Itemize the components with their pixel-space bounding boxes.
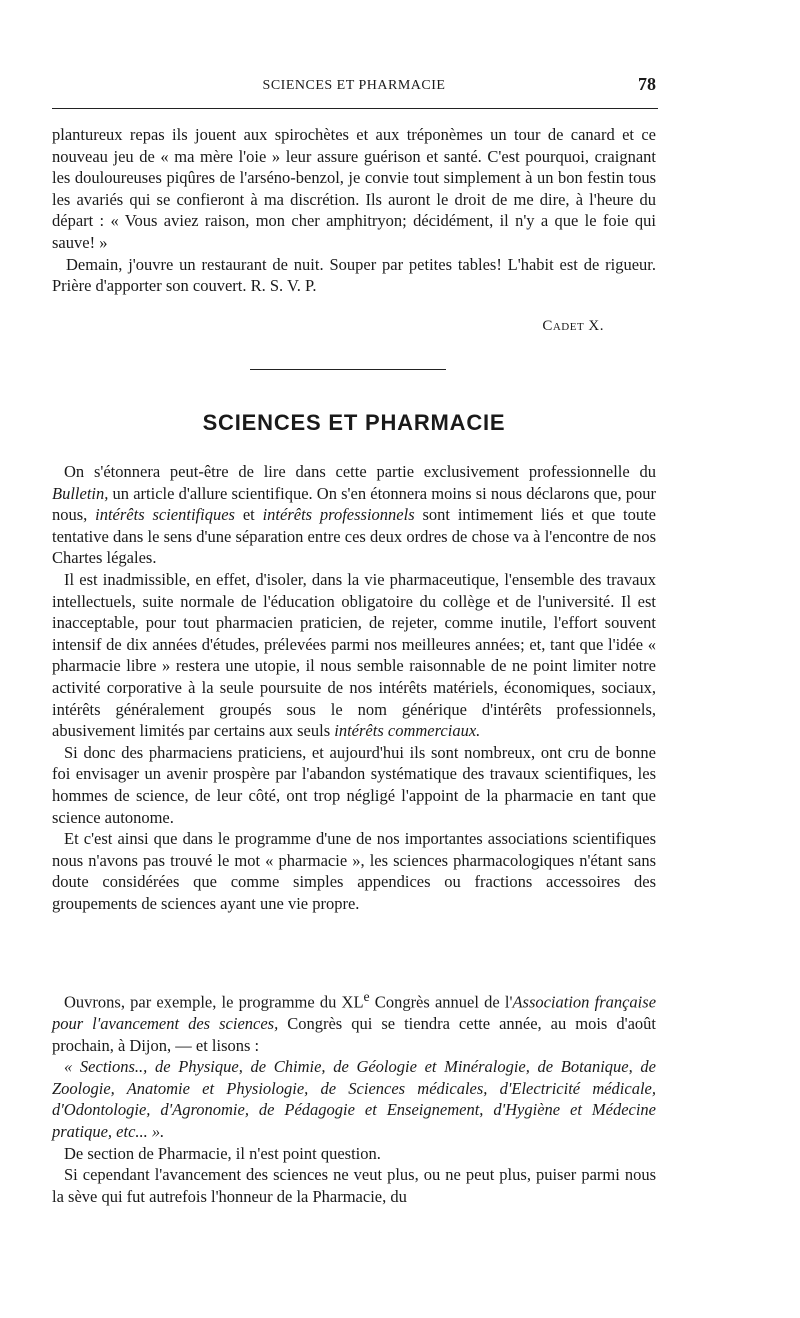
text-run: Congrès qui se tiendra cette année, au mois d'août prochain, à Dijon, — et lisons : — [52, 1014, 656, 1055]
separator-rule — [250, 369, 446, 370]
signature: Cadet X. — [542, 318, 604, 334]
section-paragraph-4: Et c'est ainsi que dans le programme d'une de nos importantes associations scientifiques nous n'avons pas trouvé le mot « pharmacie », les sciences pharmacologiques n'étant sans doute considérées que comme simples appendices ou fractions accessoires des groupements de sciences ayant une vie propre. — [52, 829, 656, 913]
page-number: 78 — [638, 74, 656, 94]
italic-run: Bulletin, — [52, 483, 109, 503]
header-rule — [52, 108, 658, 109]
text-run: On s'étonnera peut-être de lire dans cette partie exclusivement professionnelle du — [64, 462, 656, 481]
section-title: SCIENCES ET PHARMACIE — [202, 410, 506, 435]
section-paragraph-5 — [52, 986, 656, 1056]
intro-paragraph-1: plantureux repas ils jouent aux spirochètes et aux tréponèmes un tour de canard et ce nouveau jeu de « ma mère l'oie » leur assure guérison et santé. C'est pourquoi, craignant les douloureuses piqûres de l'arséno-benzol, je convie tout simplement à un bon festin tous les avariés qui se confieront à ma discrétion. Ils auront le droit de me dire, à l'heure du départ : « Vous aviez raison, mon cher amphitryon; décidément, il n'y a que le foie qui sauve! » — [52, 125, 656, 252]
section-paragraph-2 — [52, 569, 656, 742]
text-run: sont intimement liés et que toute tentative dans le sens d'une séparation entre ces deux ordres de chose va à l'encontre de nos Chartes légales. — [52, 505, 656, 568]
superscript: e — [363, 989, 370, 1004]
section-body-continued — [52, 986, 656, 1207]
section-paragraph-8: Si cependant l'avancement des sciences ne veut plus, ou ne peut plus, puiser parmi nous la sève qui fut autrefois l'honneur de la Pharmacie, du — [52, 1165, 656, 1206]
text-run: Congrès annuel de l' — [369, 992, 513, 1012]
section-paragraph-6: « Sections.., de Physique, de Chimie, de Géologie et Minéralogie, de Botanique, de Zoologie, Anatomie et Physiologie, de Sciences médicales, d'Electricité médicale, d'Odontologie, d'Agronomie, de Pédagogie et Enseignement, d'Hygiène et Médecine pratique, etc... ». — [52, 1057, 656, 1142]
italic-run: intérêts professionnels — [262, 505, 415, 525]
running-title: SCIENCES ET PHARMACIE — [262, 78, 446, 93]
italic-run: Association française pour l'avancement des sciences, — [52, 992, 657, 1034]
running-header — [52, 74, 656, 102]
intro-paragraph-2: Demain, j'ouvre un restaurant de nuit. Souper par petites tables! L'habit est de rigueur. Prière d'apporter son couvert. R. S. V. P. — [52, 254, 656, 296]
text-run: Ouvrons, par exemple, le programme du XL — [64, 992, 364, 1012]
section-paragraph-1 — [52, 461, 656, 569]
text-run: un article d'allure scientifique. On s'en étonnera moins si nous déclarons que, pour nous, — [52, 483, 656, 525]
text-run: et — [234, 505, 263, 525]
section-body — [52, 461, 656, 914]
italic-run: intérêts commerciaux. — [334, 721, 481, 741]
section-paragraph-7: De section de Pharmacie, il n'est point question. — [64, 1143, 381, 1163]
intro-text — [52, 124, 656, 297]
italic-run: intérêts scientifiques — [95, 505, 235, 525]
text-run: Il est inadmissible, en effet, d'isoler, dans la vie pharmaceutique, l'ensemble des travaux intellectuels, suite normale de l'éducation obligatoire du collège et de l'université. Il est inacceptable, pour tout pharmacien praticien, de rejeter, comme inutile, l'effort souvent intensif de dix années d'études, prélevées parmi nos meilleures années; et, tant que l'idée « pharmacie libre » restera une utopie, il nous semble raisonnable de ne point limiter notre activité corporative à la seule poursuite de nos intérêts matériels, économiques, sociaux, intérêts généralement groupés sous le nom générique d'intérêts professionnels, abusivement limités par certains aux seuls — [52, 569, 656, 741]
section-paragraph-3: Si donc des pharmaciens praticiens, et aujourd'hui ils sont nombreux, ont cru de bonne foi envisager un avenir prospère par l'abandon systématique des travaux scientifiques, les hommes de science, de leur côté, ont trop négligé l'appoint de la pharmacie en tant que science autonome. — [52, 742, 656, 827]
